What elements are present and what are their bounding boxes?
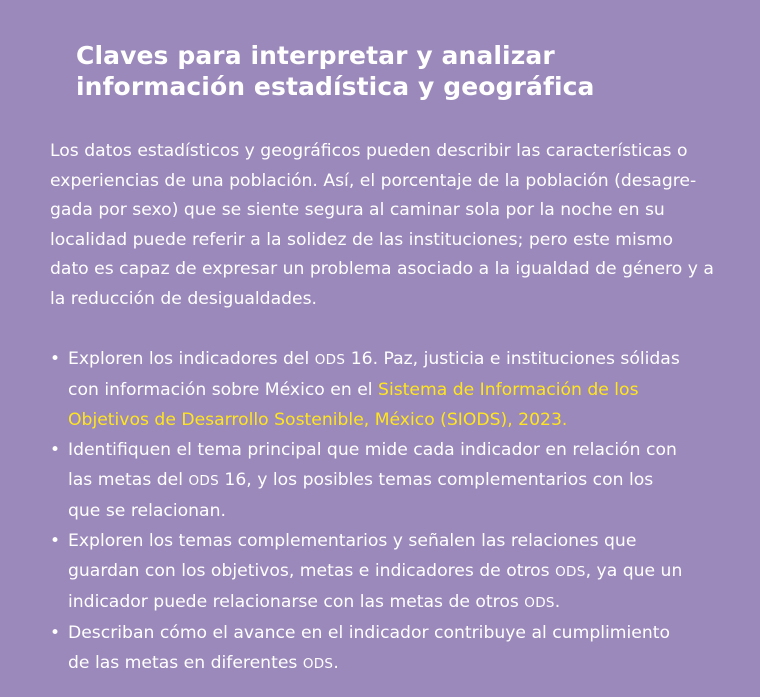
- list-item-text: 16, y los posibles temas complementarios con los que se relacionan.: [68, 470, 654, 521]
- list-item-text: Exploren los temas complementarios y señalen las relaciones que guardan con los objetivos, metas e indicadores de otros: [68, 531, 637, 581]
- bullet-marker: •: [50, 531, 61, 551]
- panel-title: Claves para interpretar y analizar información estadística y geográfica: [76, 41, 595, 101]
- list-item: [50, 344, 690, 435]
- bullet-marker: •: [50, 349, 61, 369]
- bullet-marker: •: [50, 440, 61, 460]
- ods-abbreviation: ODS: [524, 595, 555, 611]
- list-item-text: Identifiquen el tema principal que mide cada indicador en relación con las metas del: [68, 440, 677, 490]
- ods-abbreviation: ODS: [188, 473, 219, 489]
- list-item: [50, 435, 690, 526]
- intro-paragraph: Los datos estadísticos y geográficos pueden describir las características o experiencias de una población. Así, el porcentaje de la población (desagre-gada por sexo) que se siente segura al caminar sola por la noche en su localidad puede referir a la solidez de las instituciones; pero este mismo dato es capaz de expresar un problema asociado a la igualdad de género y a la reducción de desigualdades.: [50, 141, 714, 309]
- ods-abbreviation: ODS: [314, 352, 346, 368]
- list-item: [50, 526, 690, 618]
- ods-abbreviation: ODS: [555, 564, 586, 580]
- list-item-text: , ya que un indicador puede relacionarse con las metas de otros: [68, 561, 683, 612]
- activity-list: [50, 344, 690, 679]
- list-item-text: 16. Paz, justicia e instituciones sólidas con información sobre México en el: [68, 349, 680, 400]
- list-item-text: Exploren los indicadores del: [68, 349, 315, 369]
- siods-link[interactable]: Sistema de Información de los Objetivos de Desarrollo Sostenible, México (SIODS), 2023.: [68, 380, 639, 430]
- list-item-text: Describan cómo el avance en el indicador contribuye al cumplimiento de las metas en diferentes: [68, 623, 671, 673]
- list-item-text: .: [554, 592, 561, 612]
- ods-abbreviation: ODS: [302, 656, 334, 672]
- list-item-text: .: [333, 653, 339, 673]
- list-item: [50, 618, 690, 679]
- bullet-marker: •: [50, 623, 61, 643]
